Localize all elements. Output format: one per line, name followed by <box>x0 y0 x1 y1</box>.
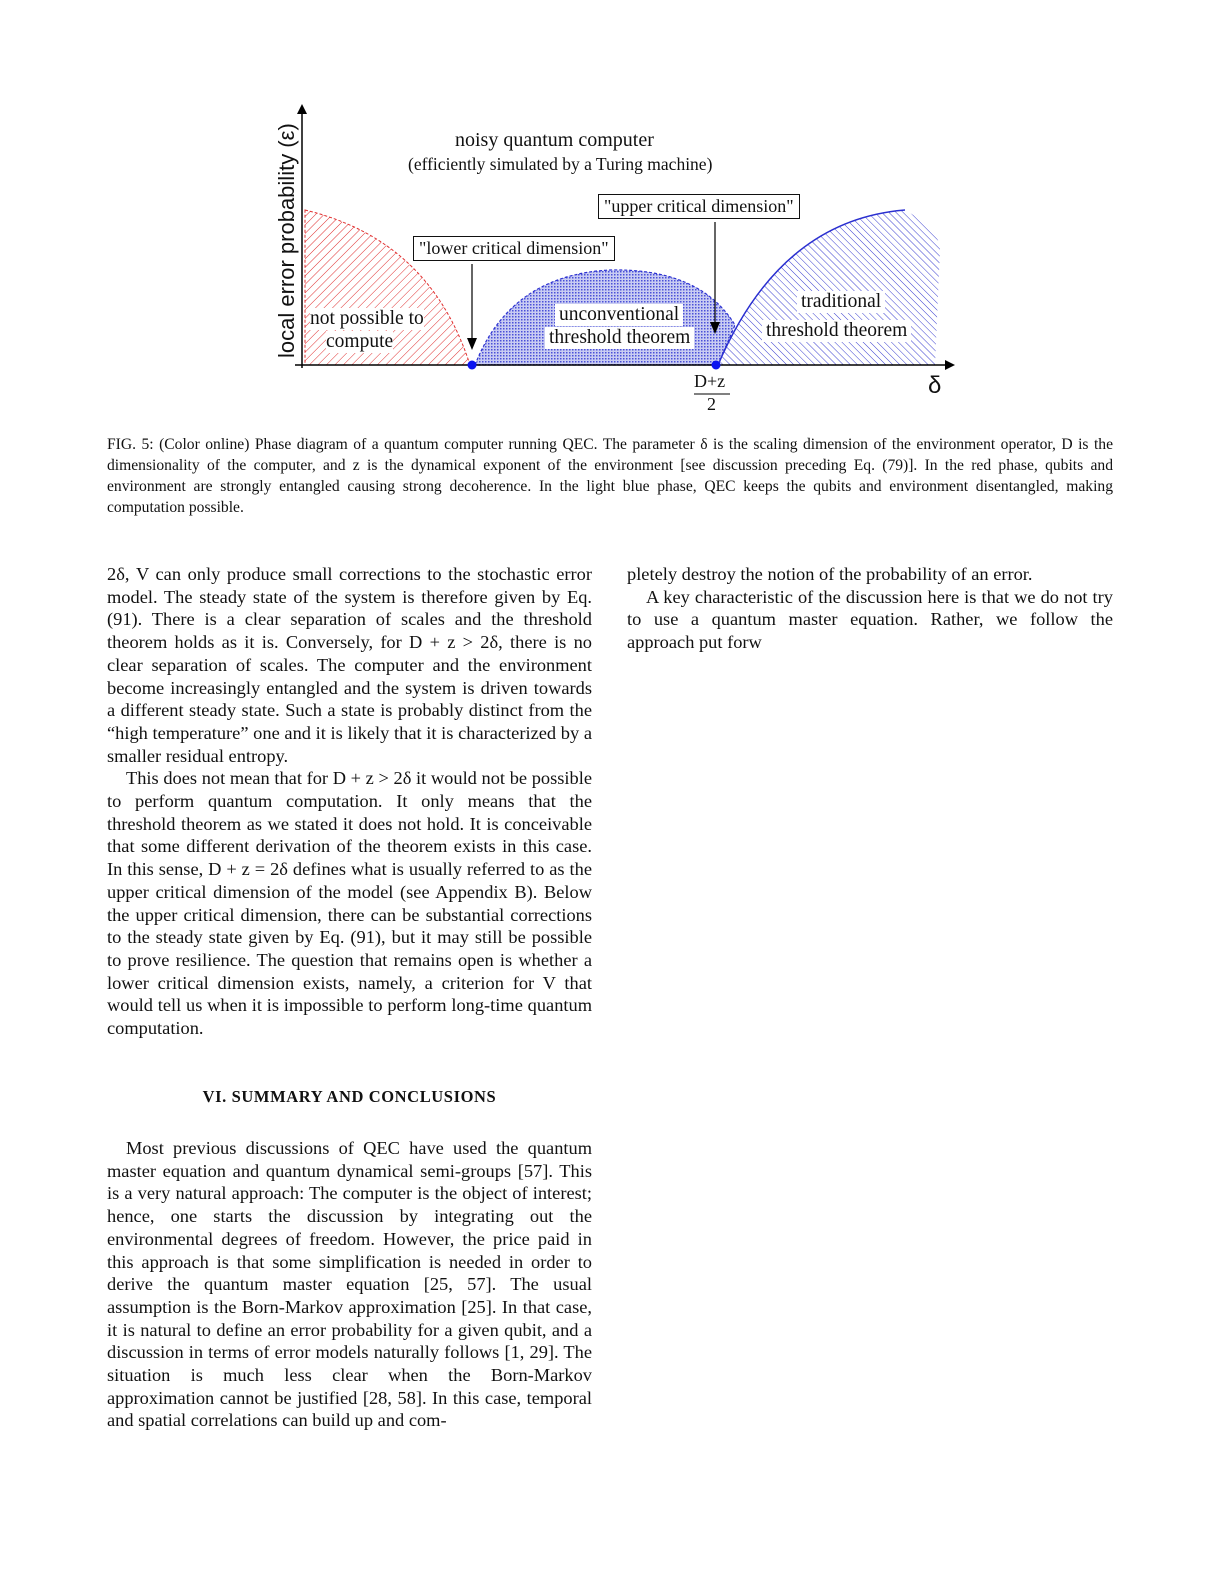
middle-region-label-line2: threshold theorem <box>545 327 694 349</box>
section-heading: VI. SUMMARY AND CONCLUSIONS <box>202 1087 497 1106</box>
middle-region-label-line1: unconventional <box>555 304 683 326</box>
upper-critical-point <box>712 361 721 370</box>
upper-critical-dimension-box: "upper critical dimension" <box>598 194 800 219</box>
right-region-label-line2: threshold theorem <box>762 320 911 342</box>
body-paragraph: 2δ, V can only produce small corrections to the stochastic error model. The steady state of the system is therefore given by Eq. (91). There is a clear separation of scales and the threshold theorem holds as it is. Conversely, for D + z > 2δ, there is no clear separation of scales. The computer and the environment become increasingly entangled and the system is driven towards a different steady state. Such a state is probably distinct from the “high temperature” one and it is likely that it is characterized by a smaller residual entropy. <box>107 564 592 766</box>
top-label-line1: noisy quantum computer <box>455 129 654 151</box>
top-label-line2: (efficiently simulated by a Turing machine) <box>408 154 713 174</box>
figure-caption: FIG. 5: (Color online) Phase diagram of a quantum computer running QEC. The parameter δ is the scaling dimension of the environment operator, D is the dimensionality of the computer, and z is the dynamical exponent of the environment [see discussion preceding Eq. (79)]. In the red phase, qubits and environment are strongly entangled causing strong decoherence. In the light blue phase, QEC keeps the qubits and environment disentangled, making computation possible. <box>107 436 1113 516</box>
red-region-label-line2: compute <box>326 331 394 352</box>
phase-diagram-figure <box>260 100 960 420</box>
y-axis-label: local error probability (ε) <box>274 123 299 358</box>
x-axis-label: δ <box>928 372 942 399</box>
left-column <box>107 563 592 1040</box>
right-region-label-line1: traditional <box>797 291 885 313</box>
body-paragraph: pletely destroy the notion of the probability of an error. <box>627 564 1033 584</box>
left-column-lower <box>107 1137 592 1432</box>
lower-critical-dimension-box: "lower critical dimension" <box>413 236 615 261</box>
body-paragraph: A key characteristic of the discussion here is that we do not try to use a quantum master equation. Rather, we follow the approach put forw <box>627 586 1113 653</box>
right-column <box>627 563 1113 654</box>
body-paragraph: Most previous discussions of QEC have used the quantum master equation and quantum dynamical semi-groups [57]. This is a very natural approach: The computer is the object of interest; hence, one starts the discussion by integrating out the environmental degrees of freedom. However, the price paid in this approach is that some simplification is needed in order to derive the quantum master equation [25, 57]. The usual assumption is the Born-Markov approximation [25]. In that case, it is natural to define an error probability for a given qubit, and a discussion in terms of error models naturally follows [1, 29]. The situation is much less clear when the Born-Markov approximation cannot be justified [28, 58]. In this case, temporal and spatial correlations can build up and com- <box>107 1138 592 1431</box>
red-region-label-line1: not possible to <box>310 308 424 329</box>
body-paragraph: This does not mean that for D + z > 2δ it would not be possible to perform quantum computation. It only means that the threshold theorem as we stated it does not hold. It is conceivable that some different derivation of the theorem exists in this case. In this sense, D + z = 2δ defines what is usually referred to as the upper critical dimension of the model (see Appendix B). Below the upper critical dimension, there can be substantial corrections to the steady state given by Eq. (91), but it may still be possible to prove resilience. The question that remains open is whether a lower critical dimension exists, namely, a criterion for V that would tell us when it is impossible to perform long-time quantum computation. <box>107 768 592 1039</box>
lower-critical-point <box>468 361 477 370</box>
x-tick-numerator: D+z <box>694 371 726 391</box>
x-tick-denominator: 2 <box>707 394 716 414</box>
